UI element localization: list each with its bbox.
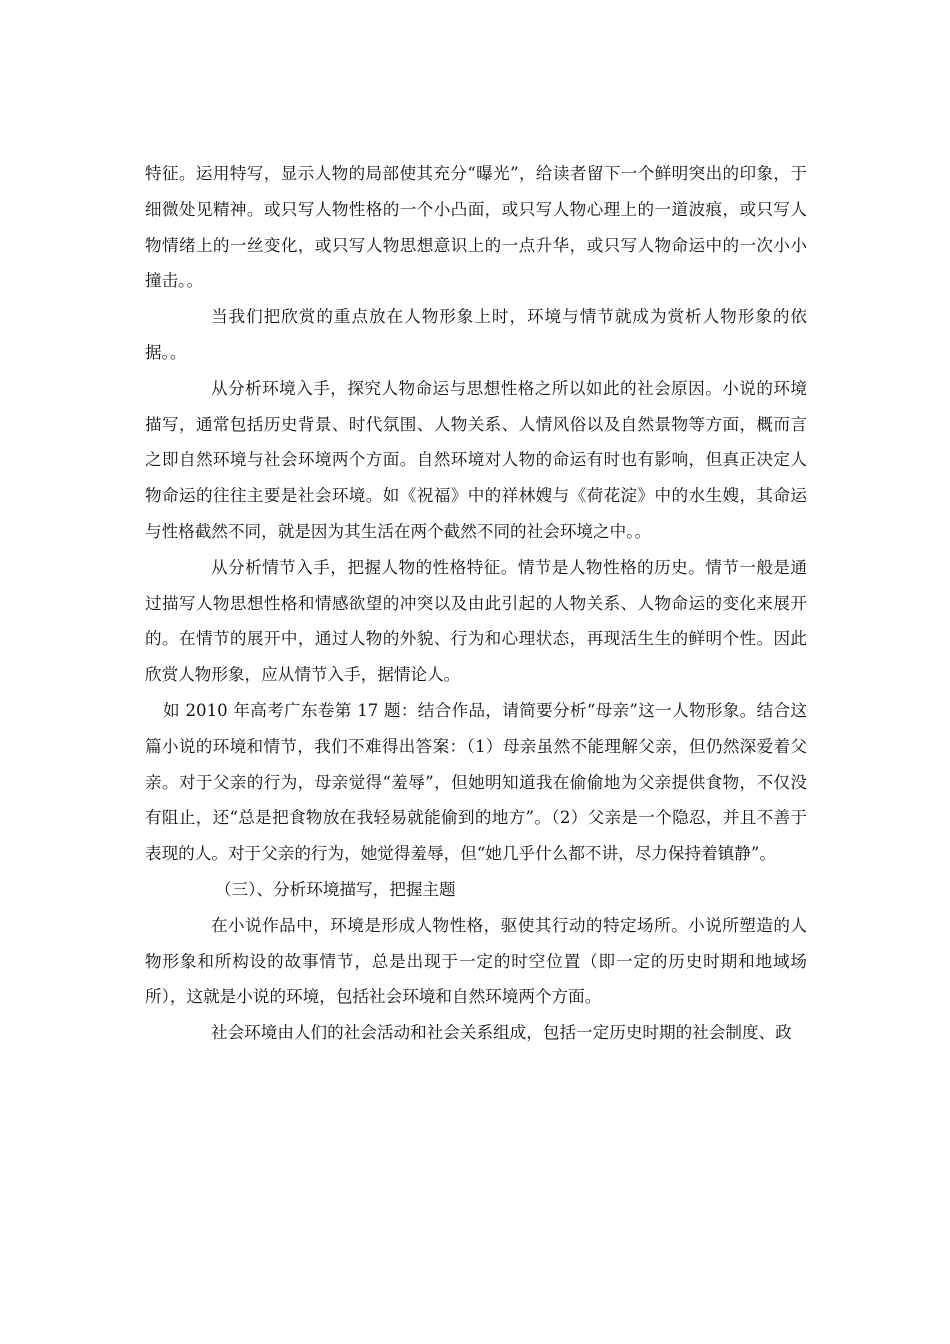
- paragraph-novel-environment: 在小说作品中，环境是形成人物性格，驱使其行动的特定场所。小说所塑造的人物形象和所构设的故事情节，总是出现于一定的时空位置（即一定的历史时期和地域场所），这就是小说的环境，包括社会环境和自然环境两个方面。: [145, 915, 807, 1007]
- document-body: [145, 156, 807, 1051]
- paragraph-social-environment: 社会环境由人们的社会活动和社会关系组成，包括一定历史时期的社会制度、政: [211, 1023, 792, 1043]
- paragraph-character-features: 特征。运用特写，显示人物的局部使其充分“曝光”，给读者留下一个鲜明突出的印象，于细微处见精神。或只写人物性格的一个小凸面，或只写人物心理上的一道波痕，或只写人物情绪上的一丝变化，或只写人物思想意识上的一点升华，或只写人物命运中的一次小小撞击。。: [145, 164, 807, 291]
- paragraph-plot-analysis: 从分析情节入手，把握人物的性格特征。情节是人物性格的历史。情节一般是通过描写人物思想性格和情感欲望的冲突以及由此引起的人物关系、人物命运的变化来展开的。在情节的展开中，通过人物的外貌、行为和心理状态，再现活生生的鲜明个性。因此欣赏人物形象，应从情节入手，据情论人。: [145, 557, 807, 685]
- paragraph-environment-analysis: 从分析环境入手，探究人物命运与思想性格之所以如此的社会原因。小说的环境描写，通常包括历史背景、时代氛围、人物关系、人情风俗以及自然景物等方面，概而言之即自然环境与社会环境两个方面。自然环境对人物的命运有时也有影响，但真正决定人物命运的往往主要是社会环境。如《祝福》中的祥林嫂与《荷花淀》中的水生嫂，其命运与性格截然不同，就是因为其生活在两个截然不同的社会环境之中。。: [145, 378, 807, 541]
- paragraph-exam-example: 如 2010 年高考广东卷第 17 题：结合作品，请简要分析“母亲”这一人物形象。结合这篇小说的环境和情节，我们不难得出答案：（1）母亲虽然不能理解父亲，但仍然深爱着父亲。对于父亲的行为，母亲觉得“羞辱”，但她明知道我在偷偷地为父亲提供食物，不仅没有阻止，还“总是把食物放在我轻易就能偷到的地方”。（2）父亲是一个隐忍，并且不善于表现的人。对于父亲的行为，她觉得羞辱，但“她几乎什么都不讲，尽力保持着镇静”。: [145, 700, 807, 864]
- paragraph-appreciation-basis: 当我们把欣赏的重点放在人物形象上时，环境与情节就成为赏析人物形象的依据。。: [145, 307, 807, 362]
- section-heading: （三）、分析环境描写，把握主题: [215, 879, 456, 899]
